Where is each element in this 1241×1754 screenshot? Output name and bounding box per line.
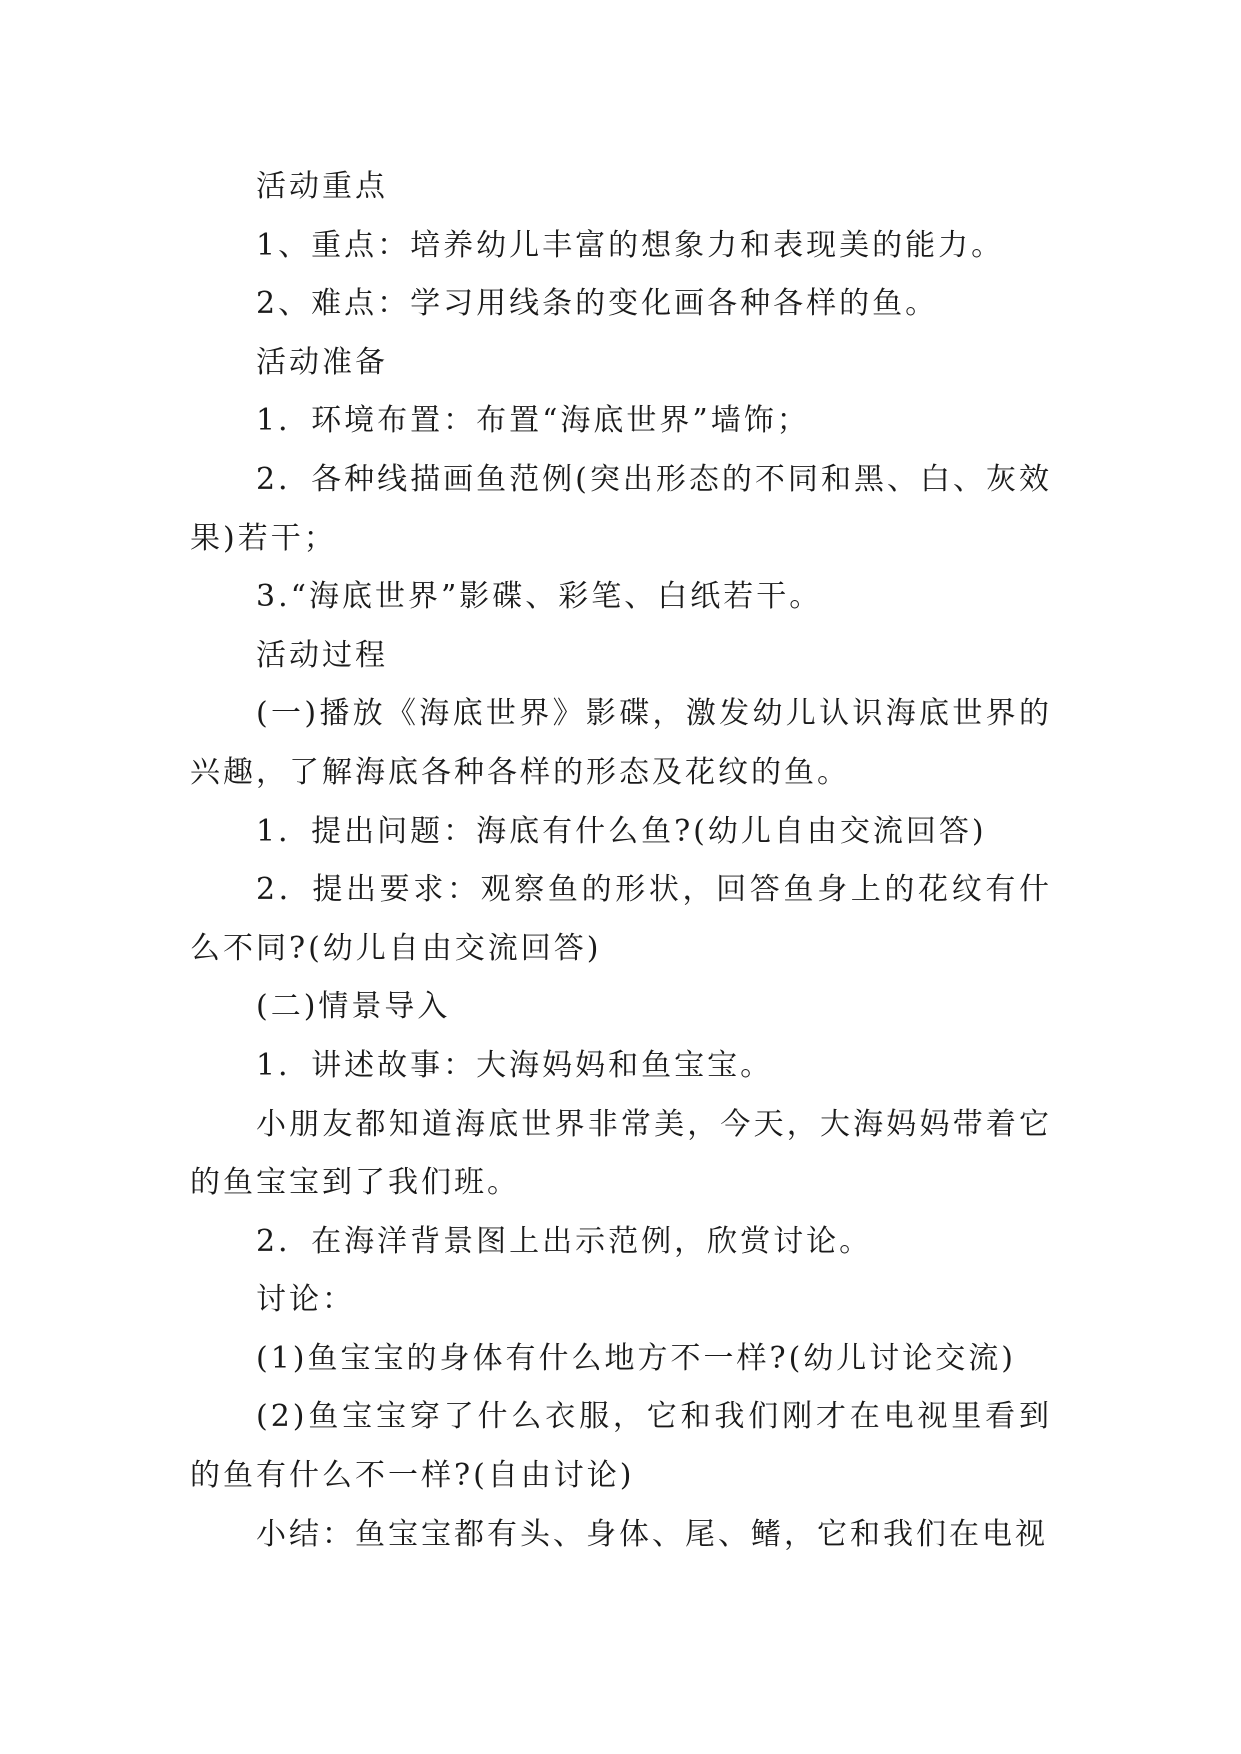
section-heading-preparation: 活动准备: [256, 344, 388, 380]
section-heading-focus: 活动重点: [256, 169, 388, 204]
paragraph: (2)鱼宝宝穿了什么衣服，它和我们刚才在电视里看到的鱼有什么不一样?(自由讨论): [190, 1399, 1052, 1494]
paragraph: (一)播放《海底世界》影碟，激发幼儿认识海底世界的兴趣，了解海底各种各样的形态及花纹的鱼。: [190, 696, 1052, 790]
paragraph: 小朋友都知道海底世界非常美，今天，大海妈妈带着它的鱼宝宝到了我们班。: [190, 1106, 1052, 1201]
paragraph: 讨论：: [256, 1282, 355, 1318]
paragraph: 3.“海底世界”影碟、彩笔、白纸若干。: [256, 579, 823, 615]
paragraph: 2、难点：学习用线条的变化画各种各样的鱼。: [256, 286, 939, 322]
paragraph: 小结：鱼宝宝都有头、身体、尾、鳍，它和我们在电视: [256, 1516, 1048, 1552]
paragraph: 1．环境布置：布置“海底世界”墙饰；: [256, 403, 810, 439]
paragraph: 2．在海洋背景图上出示范例，欣赏讨论。: [256, 1223, 873, 1259]
paragraph: 2．各种线描画鱼范例(突出形态的不同和黑、白、灰效果)若干；: [190, 461, 1052, 556]
section-heading-process: 活动过程: [256, 637, 388, 673]
paragraph: 1．讲述故事：大海妈妈和鱼宝宝。: [256, 1047, 774, 1083]
paragraph: 1、重点：培养幼儿丰富的想象力和表现美的能力。: [256, 227, 1005, 263]
paragraph: 1．提出问题：海底有什么鱼?(幼儿自由交流回答): [256, 813, 987, 849]
paragraph: (二)情景导入: [256, 989, 451, 1025]
paragraph: (1)鱼宝宝的身体有什么地方不一样?(幼儿讨论交流): [256, 1340, 1016, 1376]
document-body: [190, 158, 1052, 1564]
paragraph: 2．提出要求：观察鱼的形状，回答鱼身上的花纹有什么不同?(幼儿自由交流回答): [190, 872, 1052, 966]
